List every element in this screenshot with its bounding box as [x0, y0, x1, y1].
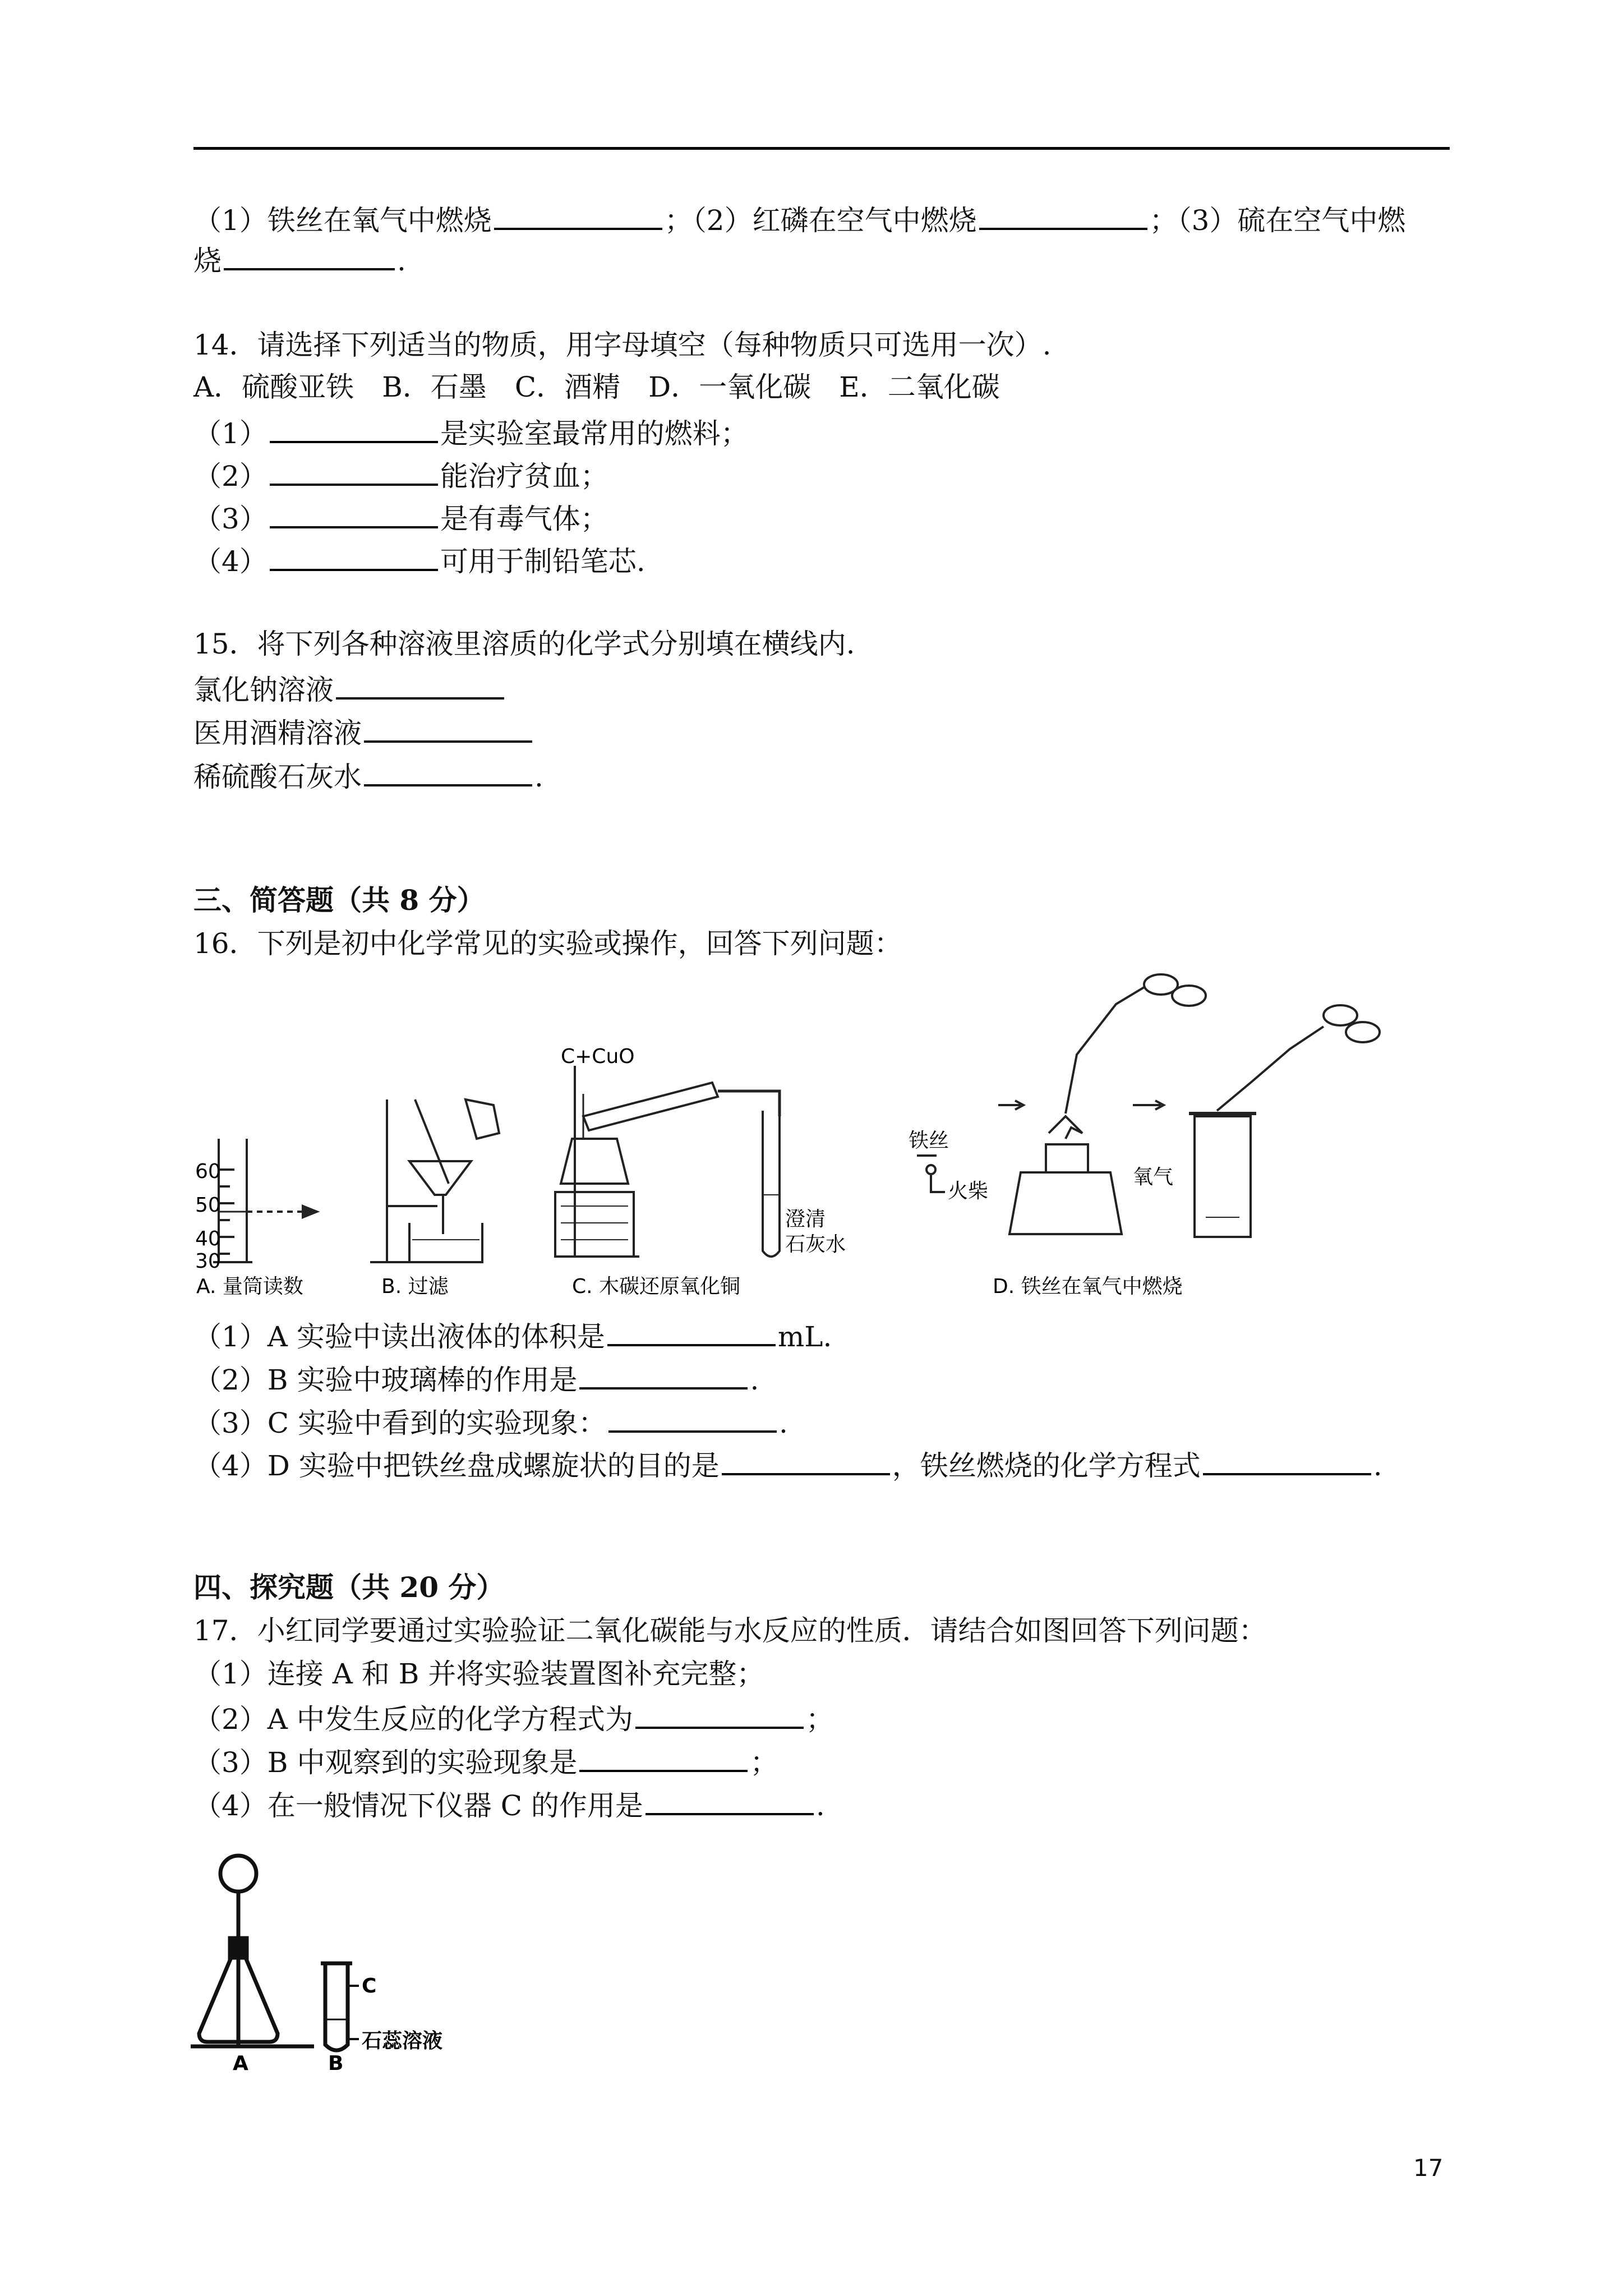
q16-stem: 16．下列是初中化学常见的实验或操作，回答下列问题：	[193, 927, 902, 960]
q13-end: .	[397, 245, 406, 277]
q16-item	[193, 1317, 832, 1354]
answer-blank[interactable]	[1203, 1446, 1371, 1475]
q14-item	[193, 499, 608, 536]
q14-stem: 14．请选择下列适当的物质，用字母填空（每种物质只可选用一次）.	[193, 329, 1052, 361]
header-rule	[193, 147, 1450, 150]
answer-blank[interactable]	[364, 714, 532, 743]
q17-item-text: （1）连接 A 和 B 并将实验装置图补充完整；	[193, 1658, 765, 1690]
reagent-label: C+CuO	[561, 1045, 635, 1068]
label-b: B	[328, 2052, 344, 2075]
q15-item-text: 稀硫酸石灰水	[193, 761, 362, 793]
q14-item	[193, 414, 749, 450]
q17-item-end: ；	[750, 1746, 778, 1779]
q16-item-end: .	[1373, 1450, 1382, 1482]
answer-blank[interactable]	[224, 241, 395, 270]
q17-item-end: ；	[805, 1703, 834, 1736]
limewater-label: 石灰水	[785, 1233, 846, 1256]
q14-item	[193, 542, 645, 578]
caption-a: A. 量筒读数	[196, 1275, 303, 1298]
answer-blank[interactable]	[336, 670, 504, 700]
q17-item	[193, 1786, 825, 1823]
section3-title: 三、简答题（共 8 分）	[193, 884, 485, 917]
section4-title: 四、探究题（共 20 分）	[193, 1571, 505, 1604]
q16-item	[193, 1446, 1382, 1483]
caption-d: D. 铁丝在氧气中燃烧	[993, 1275, 1183, 1298]
answer-blank[interactable]	[270, 457, 438, 486]
answer-blank[interactable]	[979, 201, 1147, 230]
experiment-diagram	[191, 970, 1396, 1318]
q16-item-text: （4）D 实验中把铁丝盘成螺旋状的目的是	[193, 1450, 720, 1482]
answer-blank[interactable]	[494, 201, 662, 230]
q13-part1: （1）铁丝在氧气中燃烧	[193, 204, 492, 237]
answer-blank[interactable]	[270, 499, 438, 528]
q13-part3-cont: 烧	[193, 245, 222, 277]
match-label: 火柴	[948, 1180, 989, 1203]
q17-figure	[191, 1840, 482, 2076]
q16-item	[193, 1360, 759, 1397]
oxygen-label: 氧气	[1133, 1166, 1174, 1189]
q14-item-text: 是实验室最常用的燃料；	[440, 417, 749, 450]
q17-item-text: （2）A 中发生反应的化学方程式为	[193, 1703, 633, 1736]
q14-item	[193, 457, 608, 493]
q17-item-text: （3）B 中观察到的实验现象是	[193, 1746, 578, 1779]
q16-item-text: （3）C 实验中看到的实验现象：	[193, 1407, 606, 1439]
q15-item	[193, 714, 534, 750]
funnel-bulb	[220, 1856, 256, 1892]
caption-c: C. 木碳还原氧化铜	[572, 1275, 741, 1298]
q14-item-num: （2）	[193, 460, 268, 493]
answer-blank[interactable]	[579, 1743, 748, 1772]
q13-line-2	[193, 241, 406, 278]
answer-blank[interactable]	[579, 1360, 748, 1389]
answer-blank[interactable]	[608, 1404, 777, 1433]
q15-item-text: 医用酒精溶液	[193, 717, 362, 749]
q13-line-1	[193, 201, 1405, 237]
answer-blank[interactable]	[270, 542, 438, 571]
q13-part2: ；（2）红磷在空气中燃烧	[664, 204, 977, 237]
iron-wire-label: 铁丝	[909, 1129, 949, 1152]
filtration-setup	[370, 1099, 499, 1262]
label-a: A	[233, 2052, 248, 2075]
carbon-reduction-setup	[555, 1066, 780, 1257]
q14-item-text: 是有毒气体；	[440, 503, 608, 535]
q16-item-text: （2）B 实验中玻璃棒的作用是	[193, 1364, 578, 1396]
q17-item-end: .	[815, 1789, 825, 1822]
q16-item-end: mL.	[777, 1320, 832, 1353]
litmus-solution-label: 石蕊溶液	[362, 2030, 443, 2053]
q16-item-end: .	[750, 1364, 759, 1396]
q15-item-end: .	[534, 761, 543, 793]
q14-item-text: 能治疗贫血；	[440, 460, 608, 493]
q15-item	[193, 757, 543, 794]
answer-blank[interactable]	[607, 1317, 776, 1346]
page-number: 17	[1413, 2154, 1444, 2182]
label-c: C	[362, 1975, 377, 1998]
q16-item-mid: ，铁丝燃烧的化学方程式	[892, 1450, 1201, 1482]
q16-item-end: .	[778, 1407, 788, 1439]
answer-blank[interactable]	[635, 1700, 804, 1729]
q14-item-num: （1）	[193, 417, 268, 450]
cylinder-tick: 50	[195, 1194, 221, 1217]
q16-figure	[191, 970, 1396, 1318]
q15-item-text: 氯化钠溶液	[193, 674, 334, 706]
q16-item-text: （1）A 实验中读出液体的体积是	[193, 1320, 605, 1353]
q14-item-text: 可用于制铅笔芯.	[440, 545, 645, 578]
q17-item-text: （4）在一般情况下仪器 C 的作用是	[193, 1789, 643, 1822]
answer-blank[interactable]	[645, 1786, 814, 1815]
answer-blank[interactable]	[270, 414, 438, 443]
q14-item-num: （3）	[193, 503, 268, 535]
answer-blank[interactable]	[722, 1446, 890, 1475]
cylinder-tick: 30	[195, 1250, 221, 1273]
q16-item	[193, 1404, 788, 1440]
q17-item	[193, 1700, 834, 1736]
co2-apparatus-diagram	[191, 1840, 482, 2076]
cylinder-tick: 40	[195, 1227, 221, 1250]
q15-item	[193, 670, 506, 707]
answer-blank[interactable]	[364, 757, 532, 786]
q17-item	[193, 1657, 764, 1691]
q15-stem: 15．将下列各种溶液里溶质的化学式分别填在横线内.	[193, 628, 855, 660]
caption-b: B. 过滤	[381, 1275, 449, 1298]
graduated-cylinder	[213, 1139, 317, 1262]
q14-options: A．硫酸亚铁 B．石墨 C．酒精 D．一氧化碳 E．二氧化碳	[193, 371, 1000, 403]
limewater-label: 澄清	[785, 1208, 826, 1231]
q14-item-num: （4）	[193, 545, 268, 578]
cylinder-tick: 60	[195, 1160, 221, 1183]
q13-part3: ；（3）硫在空气中燃	[1149, 204, 1406, 237]
q17-item	[193, 1743, 778, 1779]
q17-stem: 17．小红同学要通过实验验证二氧化碳能与水反应的性质．请结合如图回答下列问题：	[193, 1614, 1267, 1647]
